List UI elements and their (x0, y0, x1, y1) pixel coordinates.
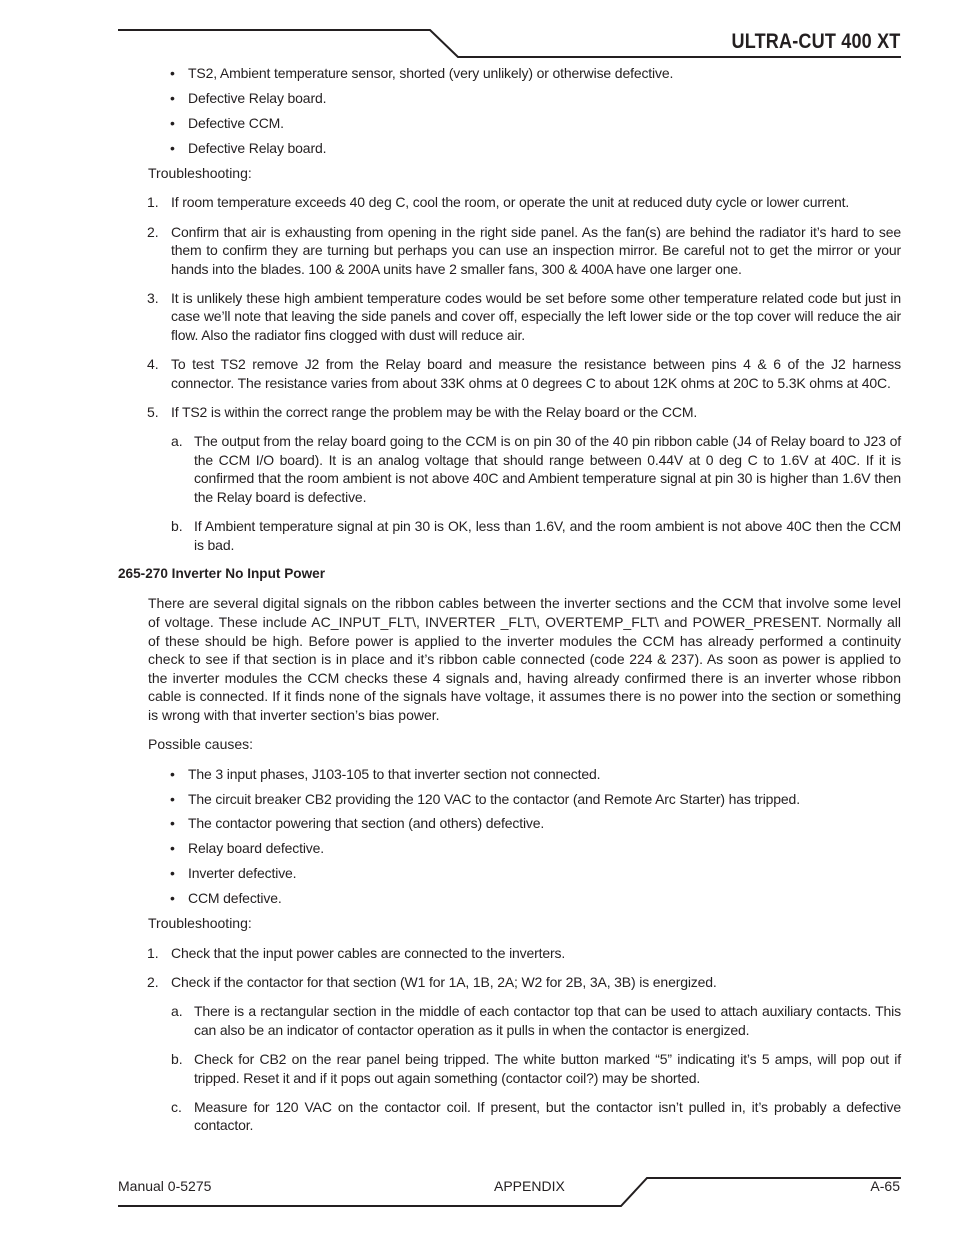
bullet-icon: • (170, 765, 175, 782)
step-item: 3. It is unlikely these high ambient temperature codes would be set before some other temperature related code but just in case we’ll note that leaving the side panels and cover off, especially the left lower side or the top cover will reduce the air flow. Also the radiator fins clogged with dust will reduce air. (147, 289, 901, 344)
substep-item: a. The output from the relay board going to the CCM is on pin 30 of the 40 pin ribbon cable (J4 of Relay board to J23 of the CCM I/O board). It is an analog voltage that should range between 0.44V at 0 deg C to 1.6V at 40C. If it is confirmed that the room ambient is not above 40C and Ambient temperature signal at pin 30 is higher than 1.6V then the Relay board is defective. (171, 433, 901, 506)
list-item: • Defective Relay board. (170, 89, 327, 106)
troubleshooting-steps (118, 944, 901, 1135)
substep-item: c. Measure for 120 VAC on the contactor coil. If present, but the contactor isn’t pulled in, it’s probably a defective contactor. (171, 1098, 901, 1134)
troubleshooting-label: Troubleshooting: (148, 164, 252, 181)
step-item: 2. Check if the contactor for that section (W1 for 1A, 1B, 2A; W2 for 2B, 3A, 3B) is energized. a. There is a rectangular section in the middle of each contactor top that can be used to attach auxiliary contacts. This can also be an indicator of contactor operation as it pulls in when the contactor is energized. b. Check for CB2 on the rear panel being tripped. The white button marked “5” indicating it’s 5 amps, will pop out if tripped. Reset it and if it pops out again something (contactor coil?) may be shorted. c. Measure for 120 VAC on the contactor coil. If present, but the contactor isn’t pulled in, it’s probably a defective contactor. (147, 974, 901, 1134)
list-item: • Defective CCM. (170, 114, 284, 131)
troubleshooting-steps (118, 193, 901, 554)
list-item: • The 3 input phases, J103-105 to that inverter section not connected. (170, 765, 601, 782)
cause-bullet-list (118, 765, 901, 909)
list-item: • The contactor powering that section (and others) defective. (170, 815, 545, 832)
list-item: • CCM defective. (170, 890, 282, 907)
footer-page-number: A-65 (870, 1178, 900, 1194)
step-item: 4. To test TS2 remove J2 from the Relay board and measure the resistance between pins 4 & 6 of the J2 harness connector. The resistance varies from about 33K ohms at 0 degrees C to about 12K ohms at 20C to 5.3K ohms at 40C. (147, 356, 901, 391)
top-bullet-list (118, 64, 901, 158)
section-paragraph: There are several digital signals on the ribbon cables between the inverter sections and the CCM that involve some level of voltage. These include AC_INPUT_FLT\, INVERTER _FLT\, OVERTEMP_FLT\ and POWER_PRESENT. Normally all of these should be high. Before power is applied to the inverter modules the CCM has already performed a continuity check to see if that section is in place and it’s ribbon cable connected (code 224 & 237). As soon as power is applied to the inverter modules the CCM checks these 4 signals and, having already confirmed there is an inverter whose ribbon cable is connected. If it finds none of the signals have voltage, it assumes there is no power into the section or something is wrong with that inverter section’s bias power. (148, 595, 901, 723)
bullet-icon: • (170, 114, 175, 131)
substep-list (171, 1002, 901, 1135)
bullet-icon: • (170, 790, 175, 807)
step-item: 1. If room temperature exceeds 40 deg C, cool the room, or operate the unit at reduced duty cycle or lower current. (147, 194, 850, 211)
footer-manual-number: Manual 0-5275 (118, 1178, 212, 1194)
footer-section-name: APPENDIX (494, 1178, 565, 1194)
list-item: • Defective Relay board. (170, 139, 327, 156)
step-item: 1. Check that the input power cables are connected to the inverters. (147, 944, 566, 961)
bullet-icon: • (170, 89, 175, 106)
step-item: 5. If TS2 is within the correct range the problem may be with the Relay board or the CCM. a. The output from the relay board going to the CCM is on pin 30 of the 40 pin ribbon cable (J4 of Relay board to J23 of the CCM I/O board). It is an analog voltage that should range between 0.44V at 0 deg C to 1.6V at 40C. If it is confirmed that the room ambient is not above 40C and Ambient temperature signal at pin 30 is higher than 1.6V then the Relay board is defective. b. If Ambient temperature signal at pin 30 is OK, less than 1.6V, and the room ambient is not above 40C then the CCM is bad. (147, 404, 901, 553)
troubleshooting-label: Troubleshooting: (148, 915, 252, 932)
substep-item: b. If Ambient temperature signal at pin 30 is OK, less than 1.6V, and the room ambient is not above 40C then the CCM is bad. (171, 518, 901, 553)
header-title: ULTRA-CUT 400 XT (731, 30, 900, 53)
bullet-icon: • (170, 139, 175, 156)
section-heading: 265-270 Inverter No Input Power (118, 565, 325, 581)
list-item: • Inverter defective. (170, 865, 297, 882)
substep-item: b. Check for CB2 on the rear panel being tripped. The white button marked “5” indicating it’s 5 amps, will pop out if tripped. Reset it and if it pops out again something (contactor coil?) may be shorted. (171, 1050, 901, 1086)
list-item: • TS2, Ambient temperature sensor, shorted (very unlikely) or otherwise defective. (170, 65, 674, 81)
bullet-icon: • (170, 890, 175, 907)
step-item: 2. Confirm that air is exhausting from opening in the right side panel. As the fan(s) are behind the radiator it’s hard to see them to confirm they are turning but perhaps you can use an inspection mirror. Be careful not to get the mirror or your hands into the blades. 100 & 200A units have 2 smaller fans, 300 & 400A have one larger one. (147, 223, 901, 277)
substep-list (171, 432, 901, 554)
bullet-icon: • (170, 65, 175, 81)
substep-item: a. There is a rectangular section in the middle of each contactor top that can be used to attach auxiliary contacts. This can also be an indicator of contactor operation as it pulls in when the contactor is energized. (171, 1003, 901, 1038)
bullet-icon: • (170, 865, 175, 882)
bullet-icon: • (170, 815, 175, 832)
bullet-icon: • (170, 840, 175, 857)
possible-causes-label: Possible causes: (148, 736, 254, 753)
list-item: • Relay board defective. (170, 840, 325, 857)
list-item: • The circuit breaker CB2 providing the 120 VAC to the contactor (and Remote Arc Starter) has tripped. (170, 790, 800, 807)
page-content (118, 64, 901, 1146)
